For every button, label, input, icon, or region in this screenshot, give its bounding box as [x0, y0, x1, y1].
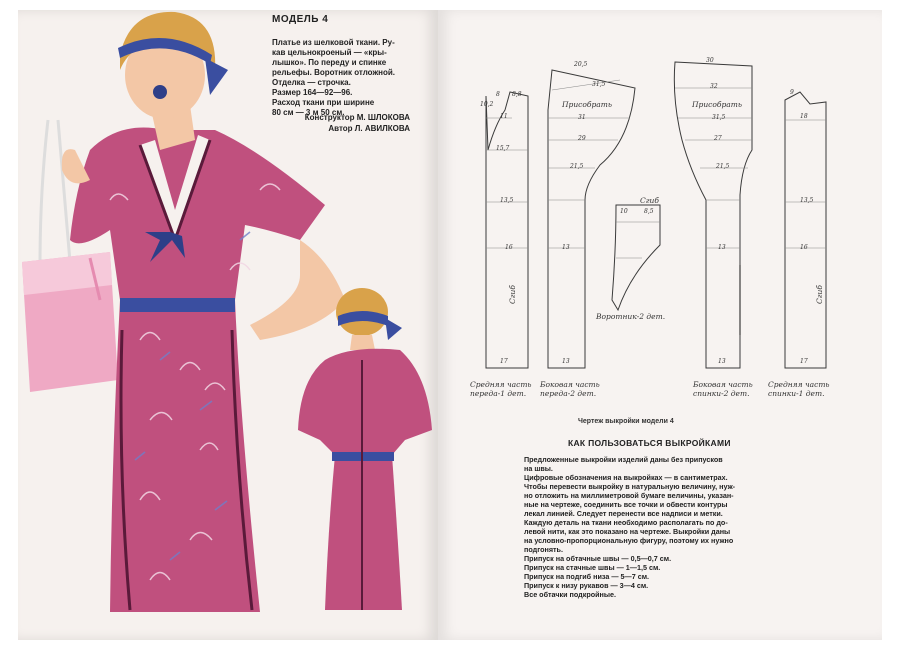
piece-label-back-center: [768, 380, 830, 398]
piece-label-collar: [596, 312, 665, 321]
description-line: Размер 164—92—96.: [272, 88, 353, 97]
measure: 8: [496, 91, 500, 98]
instruction-line: но отложить на миллиметровой бумаге величины, указан-: [524, 491, 734, 500]
gather-mark-back: Присобрать: [692, 100, 742, 109]
description-line: 80 см — 3 м 50 см.: [272, 108, 345, 117]
measure: 27: [714, 135, 722, 142]
measure: 11: [500, 113, 508, 120]
measure: 32: [710, 83, 718, 90]
piece-collar: [612, 205, 660, 310]
instruction-line: Каждую деталь на ткани необходимо располагать по до-: [524, 518, 728, 527]
measure: 13: [562, 244, 570, 251]
piece-label-line: спинки-2 дет.: [693, 389, 750, 398]
measure: 20,5: [574, 61, 588, 68]
measure: 13: [562, 358, 570, 365]
instruction-line: левой нити, как это показано на чертеже. Выкройки даны: [524, 527, 731, 536]
instruction-line: Припуск к низу рукавов — 3—4 см.: [524, 581, 649, 590]
measure: 21,5: [716, 163, 730, 170]
measure: 29: [578, 135, 586, 142]
description-line: Отделка — строчка.: [272, 78, 351, 87]
description-line: Платье из шелковой ткани. Ру-: [272, 38, 395, 47]
gather-mark-front: Присобрать: [562, 100, 612, 109]
description-line: лышко». По переду и спинке: [272, 58, 387, 67]
piece-label-line: Средняя часть: [470, 380, 532, 389]
instruction-line: Цифровые обозначения на выкройках — в сантиметрах.: [524, 473, 728, 482]
measure: 16: [800, 244, 808, 251]
piece-label-line: переда-2 дет.: [540, 389, 597, 398]
measure: 30: [706, 57, 714, 64]
measure: 17: [500, 358, 508, 365]
piece-label-line: Воротник-2 дет.: [596, 312, 666, 321]
measure: 31,5: [712, 114, 726, 121]
piece-back-center: [785, 92, 826, 368]
instructions-text: [524, 455, 774, 599]
instruction-line: Припуск на подгиб низа — 5—7 см.: [524, 572, 650, 581]
model-title: МОДЕЛЬ 4: [272, 14, 329, 25]
piece-label-line: переда-1 дет.: [470, 389, 527, 398]
instruction-line: Припуск на обтачные швы — 0,5—0,7 см.: [524, 554, 672, 563]
description-line: рельефы. Воротник отложной.: [272, 68, 395, 77]
measure: 10,2: [480, 101, 494, 108]
model-description: [272, 38, 412, 118]
instruction-line: на условно-пропорциональную фигуру, поэтому их нужно: [524, 536, 734, 545]
instruction-line: ные на чертеже, соединить все точки и обвести контуры: [524, 500, 728, 509]
instruction-line: Все обтачки подкройные.: [524, 590, 617, 599]
measure: 13: [718, 358, 726, 365]
piece-label-line: спинки-1 дет.: [768, 389, 825, 398]
measure: 8,5: [644, 208, 654, 215]
instruction-line: лекал линией. Следует перенести все надписи и метки.: [524, 509, 723, 518]
instruction-line: на швы.: [524, 464, 553, 473]
measure: 10: [620, 208, 628, 215]
piece-label-line: Боковая часть: [693, 380, 753, 389]
measure: 8,8: [512, 91, 522, 98]
author-credit: Автор Л. АВИЛКОВА: [328, 124, 410, 133]
piece-label-front-center: [470, 380, 532, 398]
measure: 15,7: [496, 145, 510, 152]
piece-label-line: Средняя часть: [768, 380, 830, 389]
measure: 18: [800, 113, 808, 120]
piece-label-line: Боковая часть: [540, 380, 600, 389]
piece-front-center: [486, 92, 528, 368]
measure: 17: [800, 358, 808, 365]
fold-mark-collar: Сгиб: [640, 196, 659, 205]
measure: 31: [578, 114, 586, 121]
measure: 13,5: [800, 197, 814, 204]
piece-label-back-side: [693, 380, 753, 398]
instructions-title: КАК ПОЛЬЗОВАТЬСЯ ВЫКРОЙКАМИ: [568, 438, 731, 448]
fold-mark-back: Сгиб: [814, 285, 824, 304]
measure: 16: [505, 244, 513, 251]
pattern-caption: Чертеж выкройки модели 4: [578, 418, 674, 425]
constructor-credit: Конструктор М. ШЛОКОВА: [304, 113, 410, 122]
piece-front-side: [548, 70, 635, 368]
instruction-line: Припуск на стачные швы — 1—1,5 см.: [524, 563, 661, 572]
description-line: Расход ткани при ширине: [272, 98, 375, 107]
measure: 21,5: [570, 163, 584, 170]
piece-label-front-side: [540, 380, 600, 398]
fold-mark-front: Сгиб: [507, 285, 517, 304]
measure: 13,5: [500, 197, 514, 204]
instruction-line: Предложенные выкройки изделий даны без припусков: [524, 455, 723, 464]
description-line: кав цельнокроеный — «кры-: [272, 48, 387, 57]
instruction-line: Чтобы перевести выкройку в натуральную величину, нуж-: [524, 482, 736, 491]
credits: [290, 112, 410, 134]
measure: 31,5: [592, 81, 606, 88]
measure: 13: [718, 244, 726, 251]
instruction-line: подгонять.: [524, 545, 563, 554]
measure: 9: [790, 89, 794, 96]
